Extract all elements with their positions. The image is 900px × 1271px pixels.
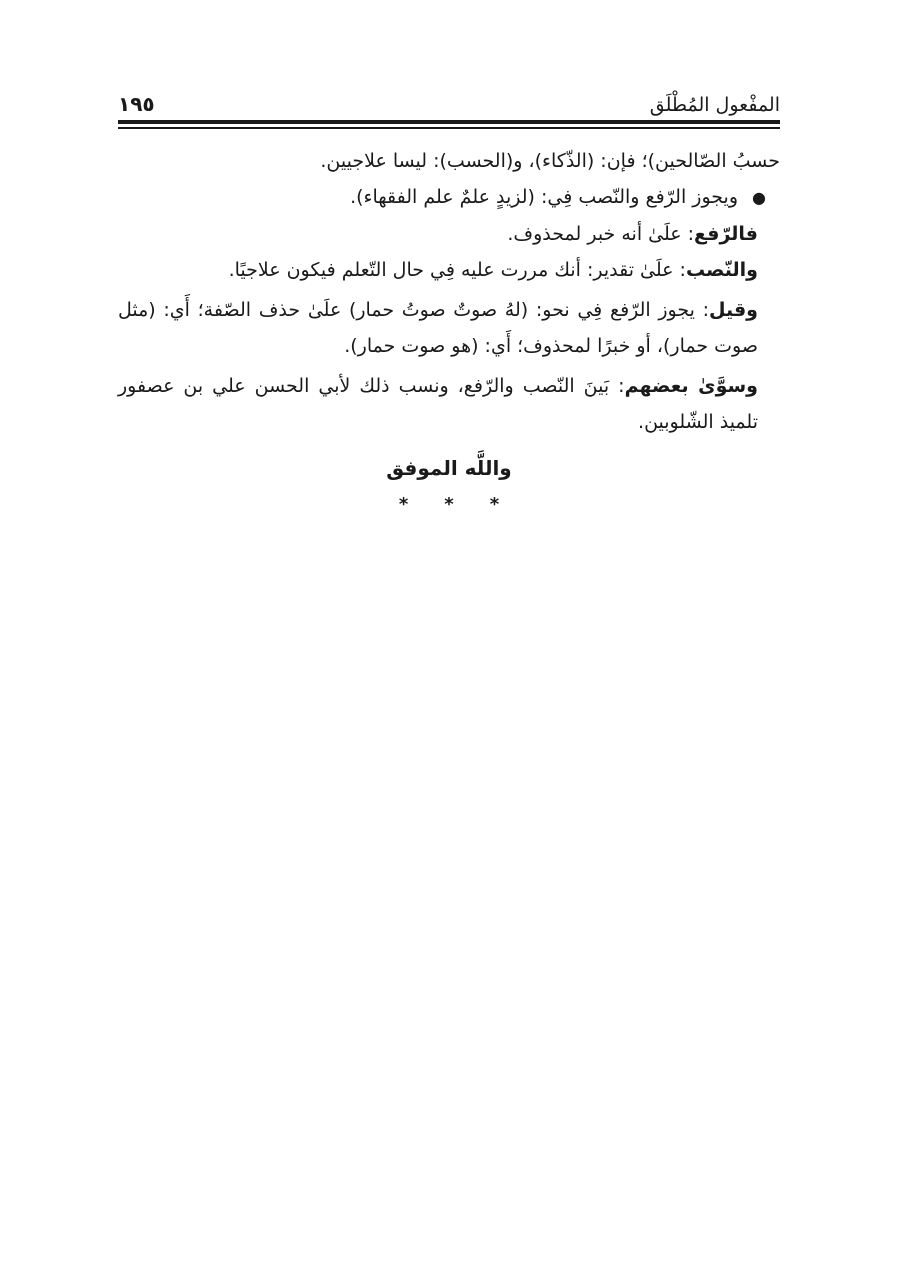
paragraph-4-text: : علَىٰ تقدير: أنك مررت عليه فِي حال التّعلم فيكون علاجيًا.: [228, 258, 686, 281]
paragraph-5-text: : يجوز الرّفع فِي نحو: (لهُ صوتٌ صوتُ حمار) علَىٰ حذف الصّفة؛ أَي: (مثل صوت حمار)، أو خبرًا لمحذوف؛ أَي: (هو صوت حمار).: [118, 298, 758, 357]
paragraph-6: [118, 368, 780, 440]
star-icon: *: [489, 493, 500, 515]
closing-phrase: واللَّه الموفق: [386, 455, 512, 480]
bullet-item: [118, 179, 780, 216]
section-divider-stars: [118, 494, 780, 515]
paragraph-6-text: : بَينَ النّصب والرّفع، ونسب ذلك لأبي الحسن علي بن عصفور تلميذ الشّلوبين.: [118, 374, 758, 433]
header-rule-thick: [118, 120, 780, 124]
paragraph-4: [118, 252, 780, 288]
paragraph-3-text: : علَىٰ أنه خبر لمحذوف.: [507, 222, 695, 245]
bullet-icon: ●: [752, 187, 766, 207]
paragraph-3: [118, 216, 780, 252]
paragraph-4-lead: والنّصب: [685, 258, 758, 281]
paragraph-3-lead: فالرّفع: [694, 222, 758, 245]
paragraph-5: [118, 292, 780, 364]
paragraph-1: حسبُ الصّالحين)؛ فإن: (الذّكاء)، و(الحسب): ليسا علاجيين.: [320, 149, 780, 172]
page-header: [118, 80, 780, 116]
running-title: المفْعول المُطْلَق: [649, 94, 780, 116]
paragraph-6-lead: وسوَّىٰ بعضهم: [624, 374, 758, 397]
page-number: ١٩٥: [118, 92, 155, 116]
star-icon: *: [398, 493, 409, 515]
paragraph-5-lead: وقيل: [709, 298, 758, 321]
body-text: [118, 143, 780, 440]
paragraph-2: ويجوز الرّفع والنّصب فِي: (لزيدٍ علمٌ علم الفقهاء).: [350, 185, 738, 208]
header-rule-thin: [118, 127, 780, 129]
document-page: [118, 80, 780, 515]
star-icon: *: [444, 493, 454, 515]
